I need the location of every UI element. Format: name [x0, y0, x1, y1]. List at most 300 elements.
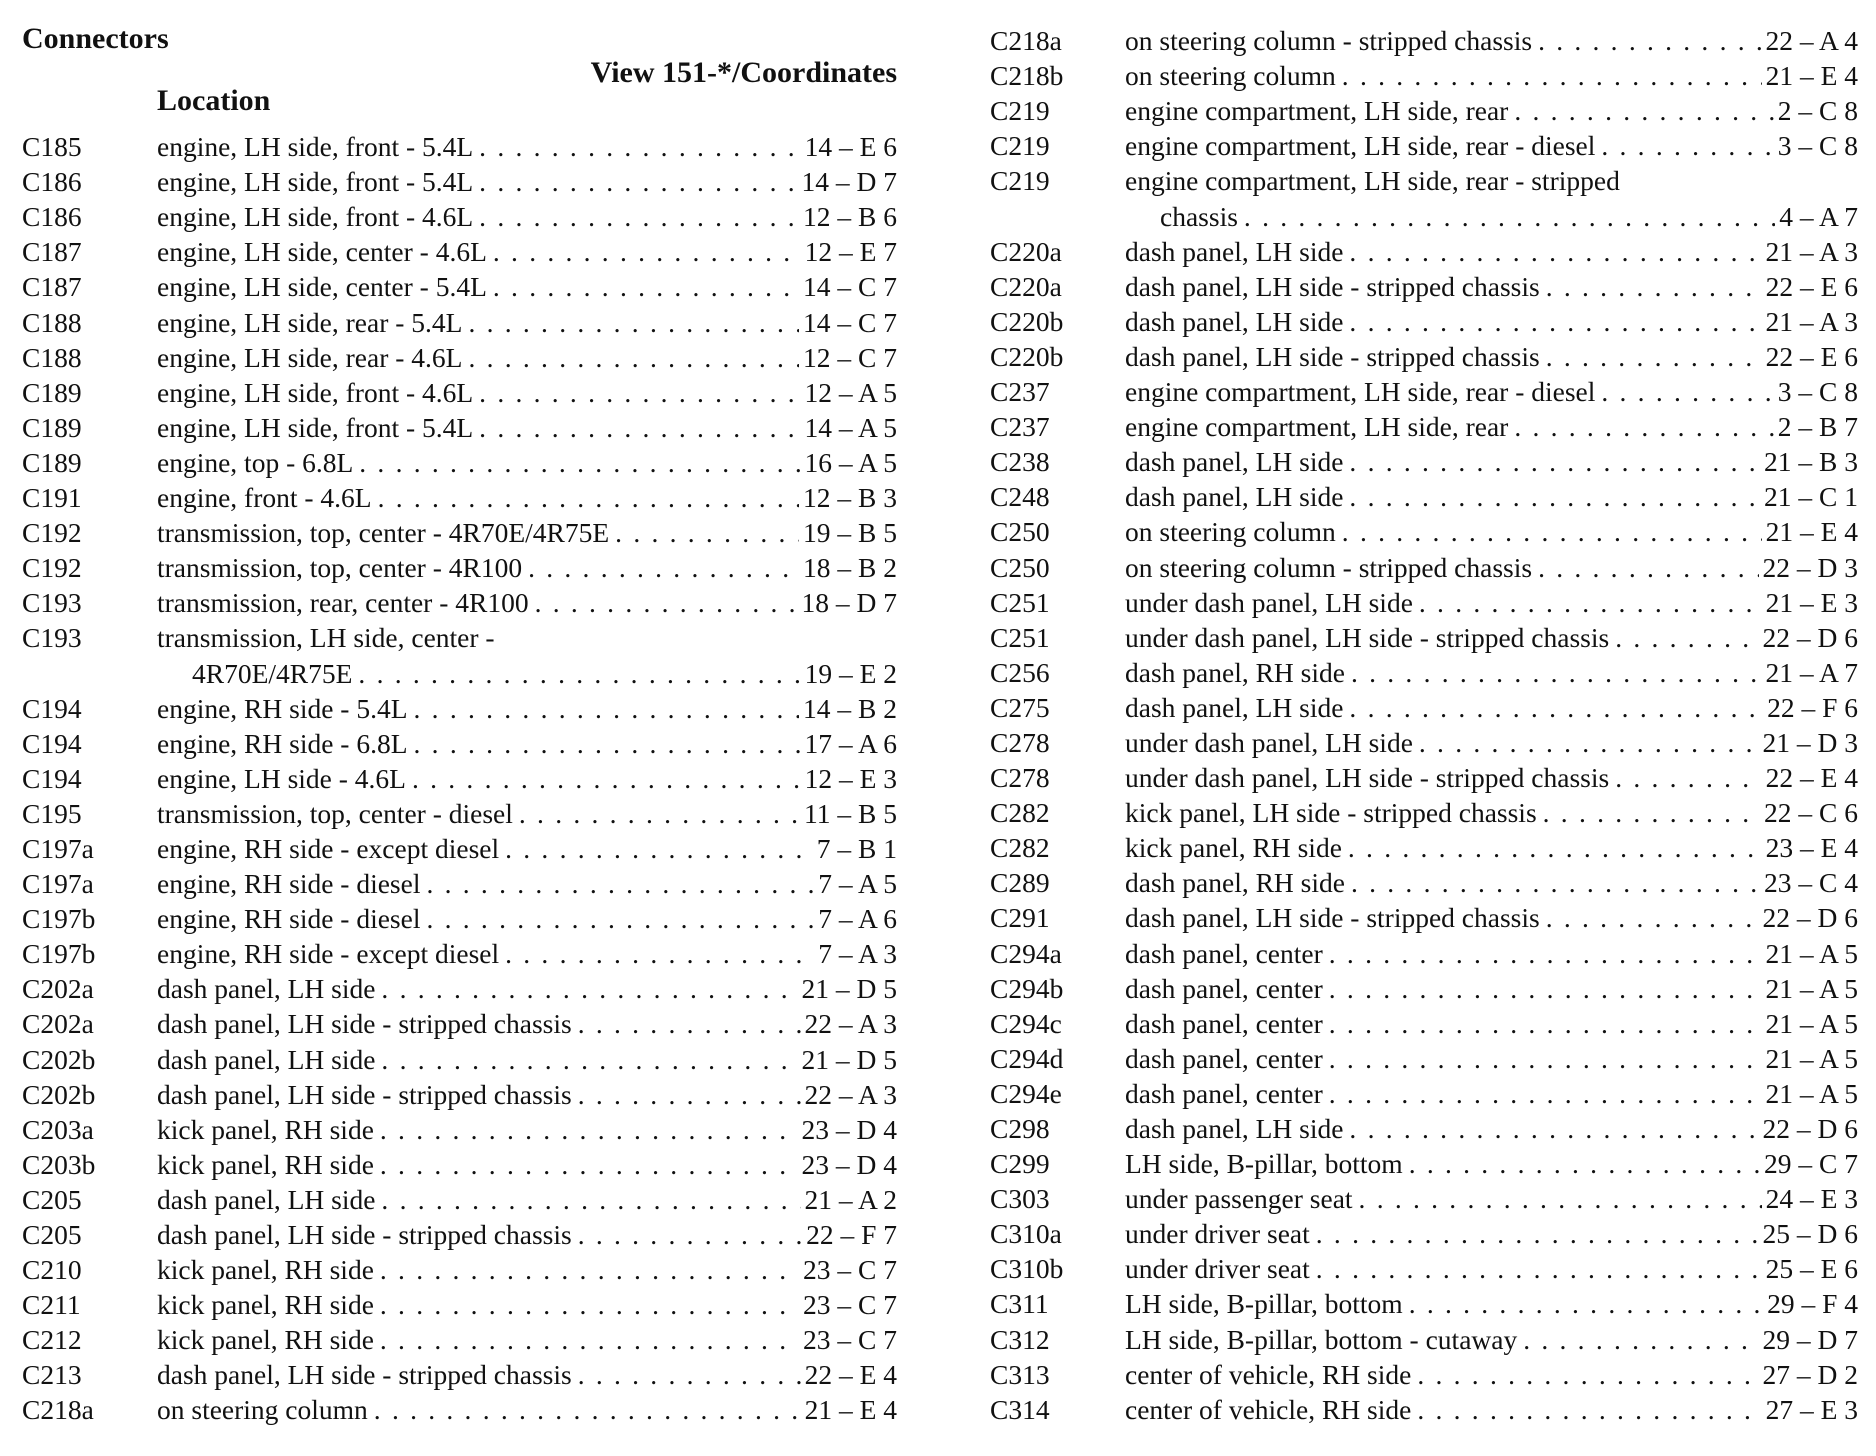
connector-location-cell: [157, 693, 799, 725]
dot-leader: [375, 1184, 800, 1216]
connector-row: [990, 1075, 1858, 1110]
connector-location-cell: [157, 1324, 799, 1356]
connector-id: C186: [22, 166, 82, 198]
connector-location: engine compartment, LH side, rear - diesel: [1125, 130, 1596, 162]
connector-id: C191: [22, 482, 82, 514]
dot-leader: [1323, 938, 1762, 970]
connector-location: dash panel, LH side: [157, 973, 376, 1005]
view-coordinates: 21 – A 5: [1765, 1042, 1858, 1074]
view-coordinates: 21 – A 3: [1765, 235, 1858, 267]
connector-id: C220a: [990, 235, 1062, 267]
connector-location-cell: [157, 1008, 801, 1040]
dot-leader: [408, 728, 801, 760]
connector-row: [990, 127, 1858, 162]
connector-location-cell: [1125, 165, 1854, 197]
connector-location-cell: [157, 236, 801, 268]
connector-id: C197a: [22, 832, 94, 864]
connector-row: [990, 373, 1858, 408]
connector-location-cell: [157, 903, 814, 935]
connector-location: transmission, rear, center - 4R100: [157, 587, 529, 619]
dot-leader: [1609, 762, 1761, 794]
dot-leader: [1323, 1008, 1762, 1040]
view-coordinates: 22 – D 6: [1762, 902, 1858, 934]
connector-id: C313: [990, 1358, 1050, 1390]
connector-location-cell: [157, 1394, 801, 1426]
dot-leader: [1595, 376, 1773, 408]
dot-leader: [1537, 797, 1760, 829]
dot-leader: [1323, 1043, 1762, 1075]
dot-leader: [473, 201, 799, 233]
connector-location-cell: [157, 868, 814, 900]
view-coordinates: 12 – C 7: [803, 341, 897, 373]
dot-leader: [1532, 25, 1761, 57]
dot-leader: [374, 1254, 799, 1286]
dot-leader: [1343, 306, 1761, 338]
connector-location: kick panel, RH side: [157, 1148, 374, 1180]
connector-id: C187: [22, 271, 82, 303]
view-coordinates: 12 – E 7: [804, 236, 897, 268]
connector-row: [22, 865, 897, 900]
view-coordinates: 21 – D 3: [1762, 726, 1858, 758]
connector-row: [22, 760, 897, 795]
connector-location-cell: [1125, 446, 1760, 478]
connector-row: [990, 1110, 1858, 1145]
connector-row: [22, 900, 897, 935]
connector-row: [990, 1356, 1858, 1391]
view-coordinates: 21 – A 2: [804, 1183, 897, 1215]
left-connector-list: [22, 128, 897, 1426]
connector-row: [990, 57, 1858, 92]
connector-id: C298: [990, 1113, 1050, 1144]
connector-location: engine, LH side, front - 4.6L: [157, 201, 474, 233]
connector-row: [990, 1040, 1858, 1075]
connector-location: engine, RH side - except diesel: [157, 938, 500, 970]
dot-leader: [1532, 552, 1758, 584]
view-coordinates: 23 – D 4: [801, 1113, 897, 1145]
connector-location-cell: [157, 412, 801, 444]
connector-id: C218a: [22, 1394, 94, 1426]
dot-leader: [1310, 1218, 1759, 1250]
connector-location: engine, LH side, front - 5.4L: [157, 166, 474, 198]
connector-location-cell: [1125, 341, 1762, 373]
connector-location-cell: [157, 131, 801, 163]
connector-row: [990, 303, 1858, 338]
connector-id: C218a: [990, 25, 1062, 57]
connector-location: engine, RH side - except diesel: [157, 832, 500, 864]
dot-leader: [374, 1324, 799, 1356]
connector-row: [22, 690, 897, 725]
view-coordinates: 22 – D 6: [1762, 621, 1858, 653]
connector-row: [990, 92, 1858, 127]
view-coordinates: 19 – E 2: [804, 657, 897, 689]
connector-location: dash panel, LH side: [157, 1043, 376, 1075]
dot-leader: [487, 236, 801, 268]
connector-location-cell: [1125, 1148, 1760, 1180]
connector-location-cell: [1125, 727, 1759, 759]
connector-location: kick panel, RH side: [157, 1289, 374, 1321]
connector-id: C299: [990, 1148, 1050, 1180]
connector-location-cell: [157, 166, 798, 198]
dot-leader: [1323, 1078, 1762, 1110]
connector-location-cell: [157, 973, 798, 1005]
connector-location: engine, RH side - 5.4L: [157, 692, 408, 724]
connector-id: C294a: [990, 937, 1062, 969]
view-coordinates: 21 – E 4: [1765, 60, 1858, 92]
connector-location: under dash panel, LH side - stripped chassis: [1125, 621, 1610, 653]
connector-id: C220b: [990, 305, 1064, 337]
connector-id: C193: [22, 622, 82, 654]
connector-row: [990, 689, 1858, 724]
connector-id: C202a: [22, 1008, 94, 1040]
connector-id: C256: [990, 656, 1050, 688]
connector-location: dash panel, LH side: [157, 1183, 376, 1215]
dot-leader: [1353, 1183, 1762, 1215]
connector-location-cell: [1125, 306, 1762, 338]
connector-location-cell: [157, 447, 801, 479]
connector-row: [22, 1391, 897, 1426]
connector-row: [990, 934, 1858, 969]
connector-location-cell: [1125, 692, 1763, 724]
view-coordinates: 29 – C 7: [1764, 1148, 1858, 1180]
connector-location: engine, front - 4.6L: [157, 482, 372, 514]
connector-id: C250: [990, 516, 1050, 548]
view-coordinates: 17 – A 6: [804, 727, 897, 759]
view-coordinates: 2 – C 8: [1777, 95, 1858, 127]
view-coordinates: 12 – B 3: [803, 482, 897, 514]
connector-row: [990, 899, 1858, 934]
connector-location: transmission, LH side, center -: [157, 622, 495, 654]
connector-row: [990, 1005, 1858, 1040]
view-coordinates: 18 – D 7: [801, 587, 897, 619]
view-coordinates: 22 – C 6: [1764, 797, 1858, 829]
connector-row: [990, 619, 1858, 654]
connector-id: C203a: [22, 1113, 94, 1145]
connector-location: engine, LH side, front - 5.4L: [157, 411, 474, 443]
connector-location-cell: [157, 517, 799, 549]
connector-location: dash panel, LH side: [1125, 691, 1344, 723]
dot-leader: [420, 903, 814, 935]
connector-row: [990, 478, 1858, 513]
connector-row: [22, 409, 897, 444]
connector-row: [22, 479, 897, 514]
view-coordinates: 12 – B 6: [803, 201, 897, 233]
connector-row: [22, 374, 897, 409]
connector-location: on steering column - stripped chassis: [1125, 25, 1533, 57]
connector-row: [22, 1005, 897, 1040]
connector-location-cell: [157, 1219, 802, 1251]
connector-id: C189: [22, 446, 82, 478]
connector-location: dash panel, center: [1125, 937, 1323, 969]
connector-location-cell: [157, 1114, 798, 1146]
connector-row: [990, 829, 1858, 864]
dot-leader: [1403, 1288, 1763, 1320]
dot-leader: [1403, 1148, 1760, 1180]
connector-id: C185: [22, 131, 82, 163]
dot-leader: [1609, 622, 1758, 654]
connector-location: on steering column: [1125, 60, 1336, 92]
connector-id: C311: [990, 1288, 1049, 1320]
connector-id: C250: [990, 551, 1050, 583]
connector-location-cell: [1125, 411, 1774, 443]
dot-leader: [473, 412, 800, 444]
connector-id: C289: [990, 867, 1050, 899]
view-coordinates: 27 – E 3: [1765, 1393, 1858, 1425]
dot-leader: [1540, 902, 1759, 934]
connector-id: C205: [22, 1219, 82, 1250]
connector-location: under dash panel, LH side - stripped chassis: [1125, 762, 1610, 794]
connector-id: C312: [990, 1323, 1050, 1355]
connector-location: engine compartment, LH side, rear: [1125, 95, 1509, 127]
location-column-header: Location: [157, 84, 271, 117]
dot-leader: [1238, 201, 1775, 233]
connector-location-cell: [157, 1184, 801, 1216]
dot-leader: [462, 307, 799, 339]
connector-location: kick panel, RH side: [157, 1324, 374, 1356]
connector-row: [990, 443, 1858, 478]
connector-row: [22, 444, 897, 479]
connector-location: center of vehicle, RH side: [1125, 1358, 1412, 1390]
view-coordinates: 22 – E 4: [1765, 762, 1858, 794]
connector-location-cell: [157, 482, 799, 514]
connector-id: C294c: [990, 1007, 1062, 1039]
view-coordinates: 14 – E 6: [804, 131, 897, 163]
connector-id: C219: [990, 165, 1050, 197]
right-connector-list: [990, 22, 1858, 1426]
view-coordinates: 7 – A 3: [818, 938, 897, 970]
view-coordinates: 22 – E 4: [804, 1359, 897, 1391]
view-coordinates: 12 – E 3: [804, 762, 897, 794]
connector-row: [22, 233, 897, 268]
connector-location: LH side, B-pillar, bottom - cutaway: [1125, 1323, 1518, 1355]
connector-location: dash panel, LH side: [1125, 235, 1344, 267]
view-coordinates: 21 – D 5: [801, 1043, 897, 1075]
view-coordinates: 23 – C 4: [1764, 867, 1858, 899]
dot-leader: [1323, 973, 1762, 1005]
dot-leader: [1310, 1253, 1762, 1285]
connector-row: [990, 162, 1858, 197]
connector-location-cell: [1125, 902, 1759, 934]
connector-location: dash panel, center: [1125, 1007, 1323, 1039]
connector-row: [990, 1215, 1858, 1250]
dot-leader: [420, 868, 814, 900]
connector-location: dash panel, LH side - stripped chassis: [157, 1219, 572, 1250]
connector-location: LH side, B-pillar, bottom: [1125, 1288, 1403, 1320]
connector-id: C310b: [990, 1253, 1064, 1285]
connector-row: [22, 584, 897, 619]
connector-id: C219: [990, 130, 1050, 162]
connector-id: C248: [990, 481, 1050, 513]
connector-location: engine, LH side, center - 4.6L: [157, 236, 487, 268]
right-column: [990, 22, 1858, 1426]
view-coordinates: 23 – C 7: [803, 1254, 897, 1286]
connector-location-cell: [157, 1079, 801, 1111]
connector-id: C194: [22, 692, 82, 724]
dot-leader: [1413, 727, 1759, 759]
connector-location: under passenger seat: [1125, 1183, 1353, 1215]
connector-location-cell: [157, 377, 801, 409]
connector-location: engine, RH side - 6.8L: [157, 727, 408, 759]
connector-location: dash panel, RH side: [1125, 656, 1345, 688]
connector-row: [22, 303, 897, 338]
connector-row: [22, 1216, 897, 1251]
dot-leader: [572, 1079, 801, 1111]
view-coordinates: 14 – B 2: [803, 692, 897, 724]
connector-id: C194: [22, 762, 82, 794]
dot-leader: [572, 1219, 802, 1251]
dot-leader: [353, 447, 800, 479]
view-coordinates: 22 – D 3: [1762, 551, 1858, 583]
connector-location: dash panel, LH side: [1125, 1113, 1344, 1144]
connector-location-cell: [1125, 95, 1774, 127]
connector-location-cell: [157, 1149, 798, 1181]
view-coordinates: 7 – A 6: [818, 903, 897, 935]
connector-row: [22, 1181, 897, 1216]
connector-location-cell: [157, 728, 801, 760]
connector-id: C188: [22, 306, 82, 338]
connector-location-cell: [157, 833, 813, 865]
connector-location-cell: [157, 201, 799, 233]
view-coordinates: 21 – A 5: [1765, 1077, 1858, 1109]
connector-id: C237: [990, 376, 1050, 408]
connector-location: engine compartment, LH side, rear - stripped: [1125, 165, 1620, 197]
dot-leader: [368, 1394, 801, 1426]
connector-location: chassis: [1160, 200, 1238, 232]
view-coordinates: 14 – A 5: [804, 411, 897, 443]
connector-location-cell: [1125, 657, 1762, 689]
dot-leader: [352, 658, 800, 690]
connector-location-cell: [157, 798, 800, 830]
connector-row: [990, 864, 1858, 899]
connector-location-cell: [1125, 25, 1762, 57]
connector-location-cell: [1125, 552, 1759, 584]
view-coordinates: 22 – E 6: [1765, 340, 1858, 372]
dot-leader: [1343, 692, 1763, 724]
dot-leader: [572, 1008, 801, 1040]
dot-leader: [499, 938, 814, 970]
connector-row: [22, 514, 897, 549]
dot-leader: [1345, 657, 1762, 689]
connector-id: C314: [990, 1393, 1050, 1425]
connector-location-cell: [157, 342, 799, 374]
view-coordinates: 12 – A 5: [804, 376, 897, 408]
connector-location-cell: [1125, 832, 1762, 864]
connector-row: [990, 1320, 1858, 1355]
connector-id: C189: [22, 376, 82, 408]
connector-id: C294e: [990, 1077, 1062, 1109]
connector-location: dash panel, RH side: [1125, 867, 1345, 899]
dot-leader: [1342, 832, 1762, 864]
view-coordinates: 21 – E 4: [804, 1394, 897, 1426]
connector-location: dash panel, LH side: [1125, 481, 1344, 513]
view-coordinates: 25 – E 6: [1765, 1253, 1858, 1285]
connector-location-cell: [1125, 622, 1759, 654]
connector-location: under driver seat: [1125, 1253, 1310, 1285]
connector-row: [990, 759, 1858, 794]
connector-id: C197b: [22, 903, 96, 935]
connector-location: kick panel, RH side: [1125, 832, 1342, 864]
connector-row: [22, 339, 897, 374]
connector-id: C251: [990, 586, 1050, 618]
connector-row: [22, 1356, 897, 1391]
connector-row: [990, 22, 1858, 57]
connector-id: C220a: [990, 270, 1062, 302]
connector-location: on steering column: [1125, 516, 1336, 548]
connector-row: [22, 830, 897, 865]
view-coordinates: 21 – A 5: [1765, 937, 1858, 969]
connector-id: C238: [990, 446, 1050, 478]
view-coordinates: 21 – B 3: [1764, 446, 1858, 478]
view-coordinates: 24 – E 3: [1765, 1183, 1858, 1215]
connector-location-cell: [157, 1254, 799, 1286]
connector-location: engine compartment, LH side, rear: [1125, 411, 1509, 443]
connector-row: [22, 1040, 897, 1075]
connector-location-cell: [1125, 762, 1762, 794]
dot-leader: [473, 166, 797, 198]
view-coordinates-column-header: View 151-*/Coordinates: [590, 56, 897, 89]
view-coordinates: 23 – E 4: [1765, 832, 1858, 864]
view-coordinates: 23 – D 4: [801, 1148, 897, 1180]
connector-id: C188: [22, 341, 82, 373]
dot-leader: [1595, 130, 1773, 162]
connector-location-cell: [1125, 1043, 1762, 1075]
connector-location-cell: [1125, 1078, 1762, 1110]
connector-row: [990, 1180, 1858, 1215]
connector-id: C251: [990, 621, 1050, 653]
connector-location-cell: [1125, 1218, 1759, 1250]
view-coordinates: 21 – D 5: [801, 973, 897, 1005]
connector-row: [22, 725, 897, 760]
dot-leader: [1540, 341, 1762, 373]
connector-row: [990, 1391, 1858, 1426]
connector-row: [22, 935, 897, 970]
view-coordinates: 22 – A 3: [804, 1008, 897, 1040]
connector-row: [22, 198, 897, 233]
dot-leader: [1411, 1394, 1761, 1426]
connector-id: C202b: [22, 1078, 96, 1110]
connector-location: transmission, top, center - 4R70E/4R75E: [157, 517, 610, 549]
connector-location-cell: [1125, 973, 1762, 1005]
connector-id: C275: [990, 691, 1050, 723]
connector-id: C212: [22, 1324, 82, 1356]
view-coordinates: 16 – A 5: [804, 446, 897, 478]
connector-id: C192: [22, 517, 82, 549]
connector-location-cell: [1125, 1288, 1763, 1320]
view-coordinates: 27 – D 2: [1762, 1358, 1858, 1390]
dot-leader: [1517, 1324, 1758, 1356]
connector-id: C294b: [990, 972, 1064, 1004]
connector-id: C205: [22, 1183, 82, 1215]
connector-row: [990, 724, 1858, 759]
connector-location: dash panel, LH side - stripped chassis: [157, 1359, 572, 1391]
connector-location-cell: [1125, 130, 1774, 162]
view-coordinates: 22 – A 4: [1765, 25, 1858, 57]
connector-location: engine compartment, LH side, rear - diesel: [1125, 376, 1596, 408]
dot-leader: [1343, 1113, 1758, 1145]
connector-location: transmission, top, center - diesel: [157, 797, 513, 829]
dot-leader: [1336, 516, 1762, 548]
connector-id: C189: [22, 411, 82, 443]
dot-leader: [408, 693, 800, 725]
connector-row: [22, 128, 897, 163]
connector-location-cell: [1125, 60, 1762, 92]
connector-location-cell: [1125, 1183, 1762, 1215]
view-coordinates: 7 – B 1: [816, 832, 897, 864]
dot-leader: [375, 973, 797, 1005]
connector-id: C210: [22, 1254, 82, 1286]
dot-leader: [572, 1359, 801, 1391]
connector-id: C278: [990, 762, 1050, 794]
connector-location-cell: [1125, 1394, 1762, 1426]
